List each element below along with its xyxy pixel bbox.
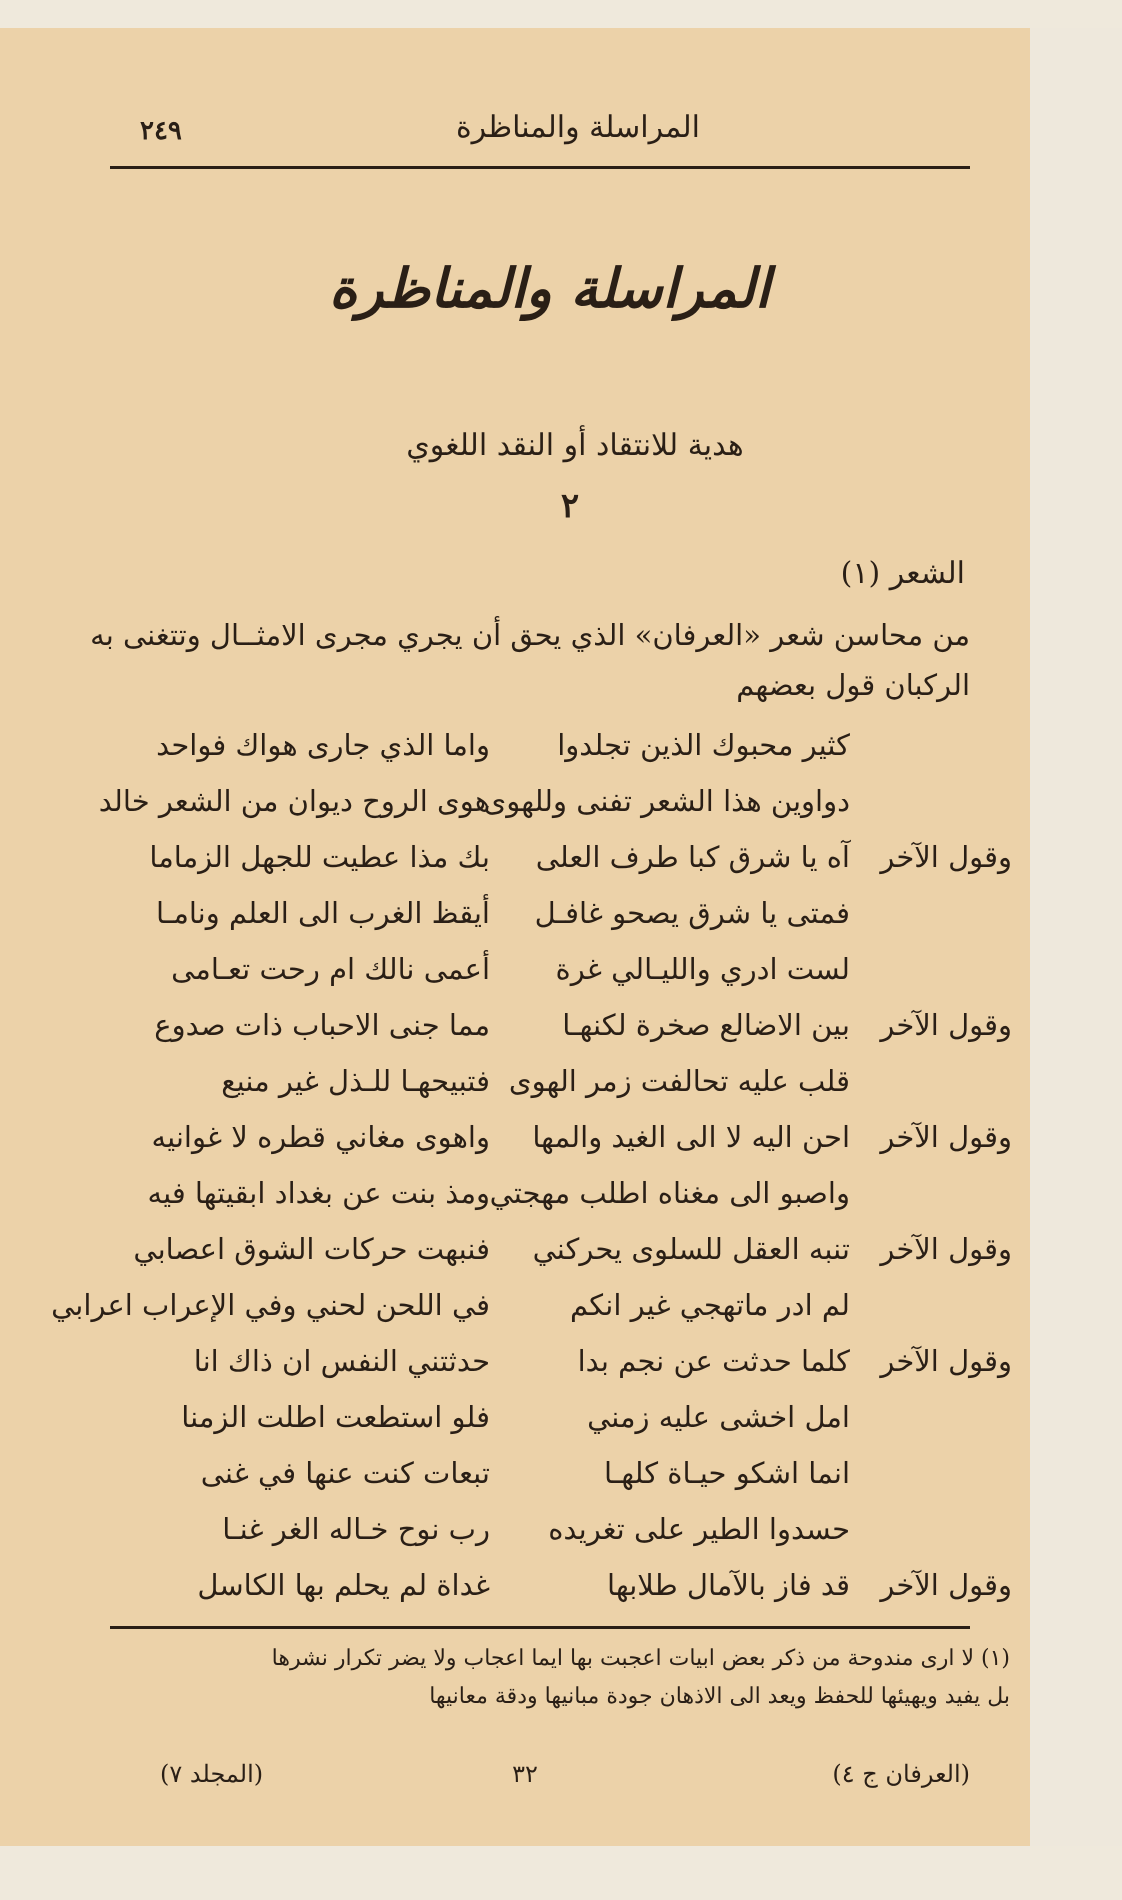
verse-second-hemistich: أعمى نالك ام رحت تعـامى	[171, 952, 490, 986]
verse-second-hemistich: بك مذا عطيت للجهل الزماما	[149, 840, 490, 874]
verse-second-hemistich: مما جنى الاحباب ذات صدوع	[154, 1008, 490, 1042]
subhead: الشعر (١)	[840, 556, 965, 591]
verse-first-hemistich: احن اليه لا الى الغيد والمها	[532, 1120, 850, 1154]
verse-second-hemistich: فتبيحهـا للـذل غير منيع	[221, 1064, 490, 1098]
verse-first-hemistich: حسدوا الطير على تغريده	[548, 1512, 850, 1546]
footnote-rule	[110, 1626, 970, 1629]
verse-first-hemistich: كلما حدثت عن نجم بدا	[577, 1344, 850, 1378]
intro-line: من محاسن شعر «العرفان» الذي يحق أن يجري مجرى الامثــال وتتغنى به	[90, 618, 970, 652]
section-heading: المراسلة والمناظرة	[329, 256, 770, 320]
article-part-number: ٢	[560, 486, 580, 526]
verse-first-hemistich: واصبو الى مغناه اطلب مهجتي	[489, 1176, 850, 1210]
verse-second-hemistich: أيقظ الغرب الى العلم ونامـا	[155, 896, 490, 930]
intro-line: الركبان قول بعضهم	[736, 668, 970, 702]
verse-intro: وقول الآخر	[880, 1232, 1012, 1266]
page-number: ٢٤٩	[140, 116, 182, 146]
verse-first-hemistich: فمتى يا شرق يصحو غافـل	[534, 896, 850, 930]
verse-second-hemistich: ومذ بنت عن بغداد ابقيتها فيه	[147, 1176, 490, 1210]
verse-first-hemistich: لست ادري والليـالي غرة	[555, 952, 850, 986]
footer-volume: (المجلد ٧)	[160, 1760, 264, 1788]
verse-second-hemistich: غداة لم يحلم بها الكاسل	[197, 1568, 490, 1602]
verse-first-hemistich: انما اشكو حيـاة كلهـا	[603, 1456, 850, 1490]
verse-first-hemistich: امل اخشى عليه زمني	[587, 1400, 850, 1434]
verse-second-hemistich: فلو استطعت اطلت الزمنا	[181, 1400, 490, 1434]
verse-first-hemistich: تنبه العقل للسلوى يحركني	[532, 1232, 850, 1266]
verse-intro: وقول الآخر	[880, 1344, 1012, 1378]
verse-second-hemistich: واهوى مغاني قطره لا غوانيه	[151, 1120, 490, 1154]
footer-sheet-number: ٣٢	[512, 1760, 538, 1788]
footnote-line: (١) لا ارى مندوحة من ذكر بعض ابيات اعجبت بها ايما اعجاب ولا يضر تكرار نشرها	[271, 1646, 1010, 1671]
verse-first-hemistich: آه يا شرق كبا طرف العلى	[535, 840, 850, 874]
verse-second-hemistich: فنبهت حركات الشوق اعصابي	[133, 1232, 490, 1266]
verse-first-hemistich: كثير محبوك الذين تجلدوا	[557, 728, 850, 762]
verse-first-hemistich: دواوين هذا الشعر تفنى وللهوى	[483, 784, 850, 818]
page-margin	[1030, 28, 1122, 1846]
verse-second-hemistich: تبعات كنت عنها في غنى	[200, 1456, 490, 1490]
verse-intro: وقول الآخر	[880, 1120, 1012, 1154]
verse-intro: وقول الآخر	[880, 1008, 1012, 1042]
verse-first-hemistich: قد فاز بالآمال طلابها	[607, 1568, 850, 1602]
header-rule	[110, 166, 970, 169]
verse-second-hemistich: في اللحن لحني وفي الإعراب اعرابي	[51, 1288, 490, 1322]
verse-intro: وقول الآخر	[880, 1568, 1012, 1602]
article-title: هدية للانتقاد أو النقد اللغوي	[406, 428, 744, 463]
verse-second-hemistich: واما الذي جارى هواك فواحد	[156, 728, 490, 762]
footnote-line: بل يفيد ويهيئها للحفظ ويعد الى الاذهان جودة مبانيها ودقة معانيها	[429, 1684, 1010, 1709]
verse-first-hemistich: بين الاضالع صخرة لكنهـا	[562, 1008, 850, 1042]
verse-second-hemistich: حدثتني النفس ان ذاك انا	[193, 1344, 490, 1378]
running-header: المراسلة والمناظرة	[455, 110, 700, 145]
verse-intro: وقول الآخر	[880, 840, 1012, 874]
verse-second-hemistich: رب نوح خـاله الغر غنـا	[222, 1512, 490, 1546]
verse-first-hemistich: قلب عليه تحالفت زمر الهوى	[508, 1064, 850, 1098]
footer-journal-issue: (العرفان ج ٤)	[832, 1760, 970, 1788]
journal-page	[0, 28, 1030, 1846]
verse-second-hemistich: هوى الروح ديوان من الشعر خالد	[98, 784, 490, 818]
verse-first-hemistich: لم ادر ماتهجي غير انكم	[569, 1288, 850, 1322]
